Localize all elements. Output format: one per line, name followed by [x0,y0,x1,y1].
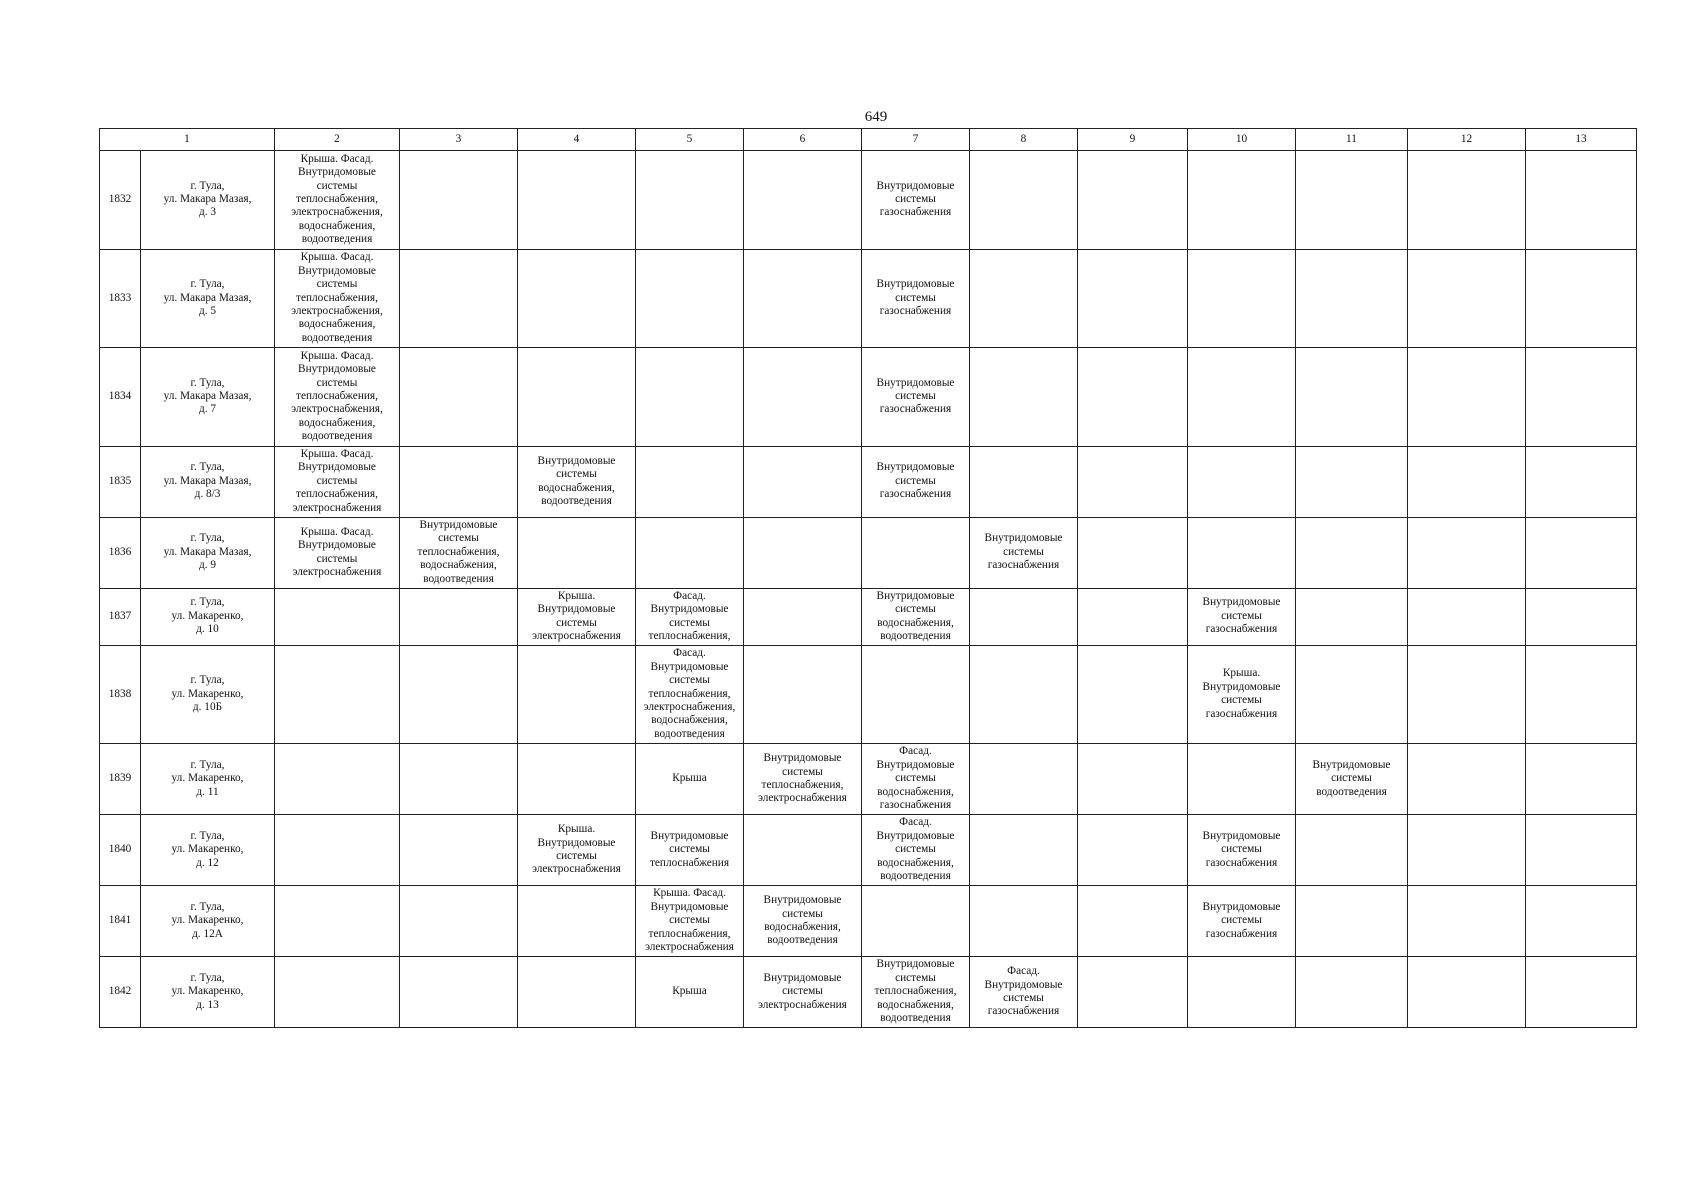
work-cell-col-4 [518,886,636,957]
row-number: 1835 [100,446,141,517]
work-cell-col-11 [1296,645,1408,744]
work-cell-col-13 [1526,744,1637,815]
work-cell-col-9 [1078,446,1188,517]
work-cell-col-5: Фасад. Внутридомовые системы теплоснабжения, [636,588,744,645]
work-cell-col-2: Крыша. Фасад. Внутридомовые системы электроснабжения [275,517,400,588]
work-cell-col-11 [1296,249,1408,348]
work-cell-col-12 [1408,886,1526,957]
work-cell-col-9 [1078,744,1188,815]
work-cell-col-8 [970,645,1078,744]
work-cell-col-2: Крыша. Фасад. Внутридомовые системы теплоснабжения, электроснабжения, водоснабжения, водоотведения [275,348,400,447]
work-cell-col-8 [970,886,1078,957]
address-cell: г. Тула, ул. Макара Мазая, д. 7 [141,348,275,447]
address-cell: г. Тула, ул. Макаренко, д. 12 [141,815,275,886]
work-cell-col-6 [744,151,862,250]
work-cell-col-10 [1188,446,1296,517]
address-cell: г. Тула, ул. Макара Мазая, д. 9 [141,517,275,588]
work-cell-col-8 [970,815,1078,886]
work-cell-col-8: Фасад. Внутридомовые системы газоснабжения [970,957,1078,1028]
work-cell-col-10 [1188,517,1296,588]
work-cell-col-3: Внутридомовые системы теплоснабжения, водоснабжения, водоотведения [400,517,518,588]
work-cell-col-3 [400,645,518,744]
address-cell: г. Тула, ул. Макаренко, д. 10 [141,588,275,645]
work-cell-col-8 [970,348,1078,447]
work-cell-col-6 [744,588,862,645]
work-cell-col-7: Внутридомовые системы газоснабжения [862,348,970,447]
work-cell-col-13 [1526,588,1637,645]
work-cell-col-7: Внутридомовые системы теплоснабжения, водоснабжения, водоотведения [862,957,970,1028]
header-cell-12: 12 [1408,129,1526,151]
work-cell-col-13 [1526,886,1637,957]
work-cell-col-4 [518,645,636,744]
work-cell-col-10 [1188,957,1296,1028]
work-cell-col-2 [275,957,400,1028]
work-cell-col-4: Крыша. Внутридомовые системы электроснабжения [518,815,636,886]
work-cell-col-9 [1078,886,1188,957]
work-cell-col-13 [1526,446,1637,517]
header-cell-6: 6 [744,129,862,151]
table-row [100,249,1637,348]
work-cell-col-7: Внутридомовые системы газоснабжения [862,446,970,517]
work-cell-col-2: Крыша. Фасад. Внутридомовые системы теплоснабжения, электроснабжения, водоснабжения, водоотведения [275,249,400,348]
work-cell-col-12 [1408,517,1526,588]
work-cell-col-11 [1296,446,1408,517]
work-cell-col-4 [518,744,636,815]
work-cell-col-8 [970,151,1078,250]
work-cell-col-13 [1526,517,1637,588]
header-cell-1: 1 [100,129,275,151]
address-cell: г. Тула, ул. Макаренко, д. 12А [141,886,275,957]
work-cell-col-6: Внутридомовые системы водоснабжения, водоотведения [744,886,862,957]
header-cell-2: 2 [275,129,400,151]
address-cell: г. Тула, ул. Макара Мазая, д. 5 [141,249,275,348]
work-cell-col-11 [1296,957,1408,1028]
work-cell-col-8: Внутридомовые системы газоснабжения [970,517,1078,588]
work-cell-col-10 [1188,744,1296,815]
work-cell-col-9 [1078,588,1188,645]
row-number: 1841 [100,886,141,957]
work-cell-col-12 [1408,815,1526,886]
work-cell-col-2: Крыша. Фасад. Внутридомовые системы теплоснабжения, электроснабжения [275,446,400,517]
work-cell-col-4 [518,249,636,348]
work-cell-col-4 [518,957,636,1028]
work-cell-col-10 [1188,348,1296,447]
work-cell-col-9 [1078,348,1188,447]
work-cell-col-3 [400,815,518,886]
work-cell-col-5: Крыша. Фасад. Внутридомовые системы теплоснабжения, электроснабжения [636,886,744,957]
work-cell-col-5 [636,348,744,447]
work-cell-col-11 [1296,517,1408,588]
work-cell-col-3 [400,249,518,348]
work-cell-col-5: Фасад. Внутридомовые системы теплоснабжения, электроснабжения, водоснабжения, водоотведения [636,645,744,744]
work-cell-col-9 [1078,249,1188,348]
work-cell-col-5 [636,446,744,517]
work-cell-col-7: Фасад. Внутридомовые системы водоснабжения, водоотведения [862,815,970,886]
work-cell-col-7: Фасад. Внутридомовые системы водоснабжения, газоснабжения [862,744,970,815]
work-cell-col-7: Внутридомовые системы водоснабжения, водоотведения [862,588,970,645]
table-row [100,151,1637,250]
work-cell-col-11 [1296,886,1408,957]
work-cell-col-12 [1408,588,1526,645]
work-cell-col-7 [862,645,970,744]
work-cell-col-13 [1526,151,1637,250]
work-cell-col-9 [1078,151,1188,250]
address-cell: г. Тула, ул. Макаренко, д. 11 [141,744,275,815]
work-cell-col-6: Внутридомовые системы электроснабжения [744,957,862,1028]
work-cell-col-10 [1188,151,1296,250]
work-cell-col-11 [1296,588,1408,645]
work-cell-col-3 [400,957,518,1028]
table-row [100,645,1637,744]
work-cell-col-5 [636,517,744,588]
work-cell-col-3 [400,886,518,957]
header-cell-11: 11 [1296,129,1408,151]
work-cell-col-9 [1078,957,1188,1028]
work-cell-col-10 [1188,249,1296,348]
work-cell-col-11 [1296,815,1408,886]
work-cell-col-3 [400,446,518,517]
work-cell-col-3 [400,151,518,250]
table-row [100,517,1637,588]
work-cell-col-12 [1408,249,1526,348]
table-row [100,348,1637,447]
work-cell-col-12 [1408,744,1526,815]
work-cell-col-13 [1526,815,1637,886]
work-cell-col-9 [1078,815,1188,886]
work-cell-col-5 [636,151,744,250]
work-cell-col-3 [400,744,518,815]
work-cell-col-7: Внутридомовые системы газоснабжения [862,151,970,250]
work-cell-col-6 [744,815,862,886]
work-cell-col-13 [1526,957,1637,1028]
work-cell-col-4 [518,517,636,588]
work-cell-col-9 [1078,645,1188,744]
table-row [100,446,1637,517]
work-cell-col-4 [518,348,636,447]
work-cell-col-9 [1078,517,1188,588]
work-cell-col-5: Внутридомовые системы теплоснабжения [636,815,744,886]
header-cell-10: 10 [1188,129,1296,151]
address-cell: г. Тула, ул. Макара Мазая, д. 8/3 [141,446,275,517]
table-row [100,815,1637,886]
row-number: 1837 [100,588,141,645]
work-cell-col-8 [970,249,1078,348]
work-cell-col-6 [744,446,862,517]
row-number: 1834 [100,348,141,447]
work-cell-col-4: Внутридомовые системы водоснабжения, водоотведения [518,446,636,517]
header-cell-7: 7 [862,129,970,151]
work-cell-col-8 [970,446,1078,517]
work-cell-col-11: Внутридомовые системы водоотведения [1296,744,1408,815]
work-cell-col-10: Внутридомовые системы газоснабжения [1188,588,1296,645]
work-cell-col-10: Крыша. Внутридомовые системы газоснабжения [1188,645,1296,744]
work-cell-col-5: Крыша [636,744,744,815]
row-number: 1832 [100,151,141,250]
work-cell-col-6 [744,645,862,744]
work-cell-col-7 [862,517,970,588]
work-cell-col-2 [275,645,400,744]
address-cell: г. Тула, ул. Макаренко, д. 10Б [141,645,275,744]
work-cell-col-5: Крыша [636,957,744,1028]
header-cell-13: 13 [1526,129,1637,151]
row-number: 1833 [100,249,141,348]
work-cell-col-6 [744,249,862,348]
work-cell-col-7 [862,886,970,957]
work-cell-col-13 [1526,645,1637,744]
work-cell-col-12 [1408,348,1526,447]
work-cell-col-2 [275,815,400,886]
work-cell-col-8 [970,588,1078,645]
header-cell-8: 8 [970,129,1078,151]
header-cell-5: 5 [636,129,744,151]
work-cell-col-13 [1526,249,1637,348]
work-cell-col-2: Крыша. Фасад. Внутридомовые системы теплоснабжения, электроснабжения, водоснабжения, водоотведения [275,151,400,250]
work-cell-col-2 [275,886,400,957]
work-cell-col-12 [1408,645,1526,744]
work-cell-col-12 [1408,446,1526,517]
work-cell-col-2 [275,744,400,815]
work-cell-col-7: Внутридомовые системы газоснабжения [862,249,970,348]
work-cell-col-6: Внутридомовые системы теплоснабжения, электроснабжения [744,744,862,815]
address-cell: г. Тула, ул. Макара Мазая, д. 3 [141,151,275,250]
work-cell-col-8 [970,744,1078,815]
row-number: 1842 [100,957,141,1028]
work-cell-col-12 [1408,151,1526,250]
work-cell-col-6 [744,348,862,447]
table-row [100,957,1637,1028]
work-cell-col-6 [744,517,862,588]
row-number: 1838 [100,645,141,744]
row-number: 1836 [100,517,141,588]
work-cell-col-4 [518,151,636,250]
work-cell-col-4: Крыша. Внутридомовые системы электроснабжения [518,588,636,645]
work-cell-col-10: Внутридомовые системы газоснабжения [1188,815,1296,886]
work-cell-col-10: Внутридомовые системы газоснабжения [1188,886,1296,957]
work-cell-col-3 [400,348,518,447]
work-cell-col-13 [1526,348,1637,447]
row-number: 1839 [100,744,141,815]
repair-schedule-table [99,128,1637,1028]
work-cell-col-11 [1296,348,1408,447]
row-number: 1840 [100,815,141,886]
header-cell-3: 3 [400,129,518,151]
work-cell-col-11 [1296,151,1408,250]
table-row [100,886,1637,957]
table-header-row [100,129,1637,151]
table-row [100,588,1637,645]
work-cell-col-12 [1408,957,1526,1028]
table-row [100,744,1637,815]
work-cell-col-3 [400,588,518,645]
work-cell-col-2 [275,588,400,645]
work-cell-col-5 [636,249,744,348]
header-cell-9: 9 [1078,129,1188,151]
page-number: 649 [864,109,888,125]
header-cell-4: 4 [518,129,636,151]
address-cell: г. Тула, ул. Макаренко, д. 13 [141,957,275,1028]
